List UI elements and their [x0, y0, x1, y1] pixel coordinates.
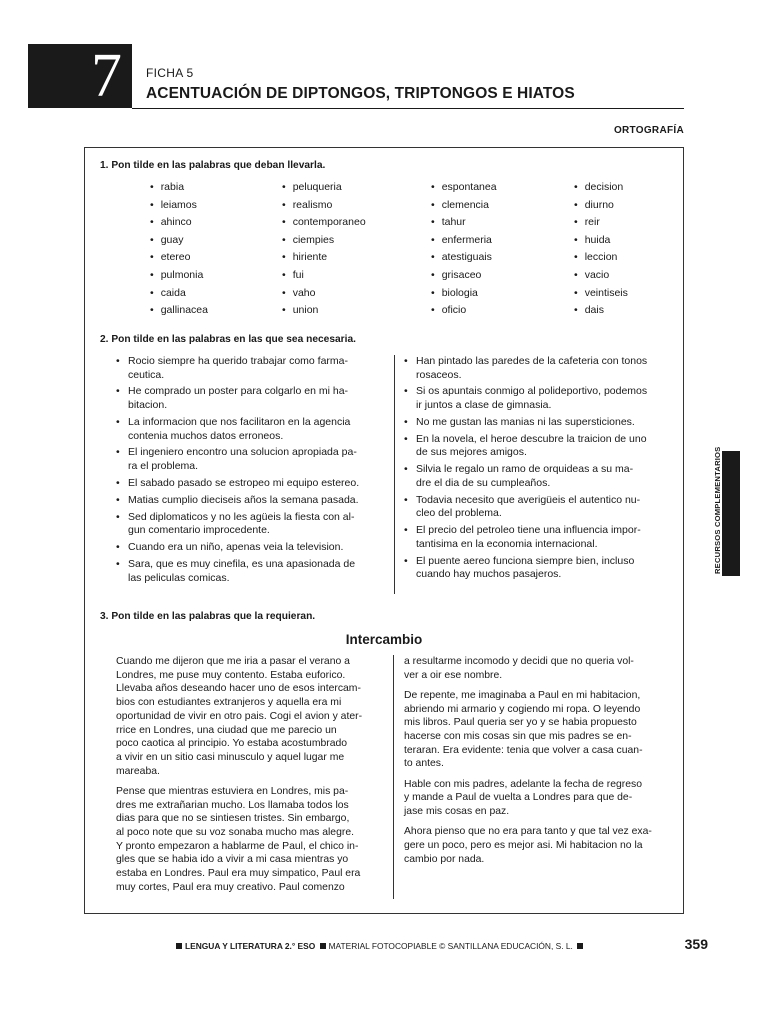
section-tag: ORTOGRAFÍA — [613, 125, 684, 136]
sentence-item: • En la novela, el heroe descubre la traicion de uno de sus mejores amigos. — [404, 433, 676, 460]
word-item: • veintiseis — [574, 285, 628, 303]
unit-number-box: 7 — [28, 44, 132, 108]
column-divider-q2 — [394, 355, 395, 594]
sentence-item: • Cuando era un niño, apenas veia la television. — [116, 541, 388, 555]
word-item: • gallinacea — [150, 302, 208, 320]
sentence-item: • El ingeniero encontro una solucion apropiada pa- ra el problema. — [116, 446, 388, 473]
column-divider-q3 — [393, 655, 394, 899]
word-item: • hiriente — [282, 249, 366, 267]
word-item: • oficio — [431, 302, 497, 320]
sentence-item: • Sed diplomaticos y no les agüeis la fiesta con al- gun comentario improcedente. — [116, 511, 388, 538]
ficha-label: FICHA 5 — [146, 66, 194, 80]
word-item: • realismo — [282, 197, 366, 215]
word-item: • ciempies — [282, 232, 366, 250]
word-item: • reir — [574, 214, 628, 232]
sentence-item: • El sabado pasado se estropeo mi equipo estereo. — [116, 477, 388, 491]
word-item: • leiamos — [150, 197, 208, 215]
word-column-4 — [574, 179, 628, 320]
side-tab — [722, 451, 740, 576]
sentence-item: • Han pintado las paredes de la cafeteria con tonos rosaceos. — [404, 355, 676, 382]
question-3-prompt: 3. Pon tilde en las palabras que la requieran. — [100, 611, 316, 622]
story-right-column — [404, 655, 674, 873]
word-item: • enfermeria — [431, 232, 497, 250]
sentence-item: • El precio del petroleo tiene una influencia impor- tantisima en la economia internacional. — [404, 524, 676, 551]
word-item: • atestiguais — [431, 249, 497, 267]
word-item: • union — [282, 302, 366, 320]
word-item: • vacio — [574, 267, 628, 285]
word-item: • contemporaneo — [282, 214, 366, 232]
story-paragraph: De repente, me imaginaba a Paul en mi habitacion, abriendo mi armario y cogiendo mi ropa. O leyendo mis libros. Paul queria ser yo y se habia propuesto hacerse con mis cosas sin que mis padres se en- teraran. Era evidente: tenia que volver a casa cuan- to antes. — [404, 689, 643, 770]
sentence-item: • La informacion que nos facilitaron en la agencia contenia muchos datos erroneos. — [116, 416, 388, 443]
question-1-prompt: 1. Pon tilde en las palabras que deban llevarla. — [100, 160, 326, 171]
story-paragraph: Ahora pienso que no era para tanto y que tal vez exa- gere un poco, pero es mejor asi. Mi habitacion no la cambio por nada. — [404, 826, 652, 865]
header-rule — [132, 108, 684, 109]
page-title: ACENTUACIÓN DE DIPTONGOS, TRIPTONGOS E HIATOS — [146, 85, 575, 102]
word-column-1 — [150, 179, 208, 320]
word-item: • caida — [150, 285, 208, 303]
word-item: • guay — [150, 232, 208, 250]
sentence-item: • No me gustan las manias ni las supersticiones. — [404, 416, 676, 430]
square-bullet-icon — [176, 943, 182, 949]
word-item: • rabia — [150, 179, 208, 197]
sentences-right — [404, 355, 676, 585]
word-column-3 — [431, 179, 497, 320]
sentences-left — [116, 355, 388, 589]
story-paragraph: a resultarme incomodo y decidi que no queria vol- ver a oir ese nombre. — [404, 656, 634, 681]
word-item: • peluqueria — [282, 179, 366, 197]
sentence-item: • Todavia necesito que averigüeis el autentico nu- cleo del problema. — [404, 494, 676, 521]
word-item: • ahinco — [150, 214, 208, 232]
sentence-item: • Matias cumplio dieciseis años la semana pasada. — [116, 494, 388, 508]
word-item: • espontanea — [431, 179, 497, 197]
word-item: • diurno — [574, 197, 628, 215]
sentence-item: • Si os apuntais conmigo al polideportivo, podemos ir juntos a clase de gimnasia. — [404, 385, 676, 412]
sentence-item: • Sara, que es muy cinefila, es una apasionada de las peliculas comicas. — [116, 558, 388, 585]
word-item: • etereo — [150, 249, 208, 267]
word-column-2 — [282, 179, 366, 320]
word-item: • dais — [574, 302, 628, 320]
word-item: • clemencia — [431, 197, 497, 215]
page-number: 359 — [684, 936, 708, 952]
story-paragraph: Cuando me dijeron que me iria a pasar el verano a Londres, me puse muy contento. Estaba euforico. Llevaba años deseando hacer uno de esos intercam- bios con estudiantes extranjeros y aquella era mi oportunidad de vivir en otro pais. Cogi el avion y ater- rrice en Londres, una ciudad que me parecio un poco caotica al principio. Yo estaba acostumbrado a vivir en un sitio casi minusculo y aquel lugar me mareaba. — [116, 656, 363, 777]
footer-book: LENGUA Y LITERATURA 2.° ESO — [185, 941, 316, 951]
sentence-item: • El puente aereo funciona siempre bien, incluso cuando hay muchos pasajeros. — [404, 555, 676, 582]
side-tab-label: RECURSOS COMPLEMENTARIOS — [713, 446, 722, 574]
footer-rights: MATERIAL FOTOCOPIABLE © SANTILLANA EDUCACIÓN, S. L. — [328, 941, 573, 951]
sentence-item: • Silvia le regalo un ramo de orquideas a su ma- dre el dia de su cumpleaños. — [404, 463, 676, 490]
word-item: • grisaceo — [431, 267, 497, 285]
word-item: • vaho — [282, 285, 366, 303]
word-item: • huida — [574, 232, 628, 250]
story-left-column — [116, 655, 392, 901]
word-item: • fui — [282, 267, 366, 285]
square-bullet-icon — [320, 943, 326, 949]
square-bullet-icon — [577, 943, 583, 949]
word-item: • pulmonia — [150, 267, 208, 285]
word-item: • leccion — [574, 249, 628, 267]
word-item: • tahur — [431, 214, 497, 232]
story-title: Intercambio — [345, 632, 423, 647]
word-item: • biologia — [431, 285, 497, 303]
story-paragraph: Pense que mientras estuviera en Londres, mis pa- dres me extrañarian mucho. Los llamaba todos los dias para que no se sintiesen tristes. Sin embargo, al poco note que su voz sonaba mucho mas alegre. Y pronto empezaron a hablarme de Paul, el chico in- gles que se habia ido a vivir a mi casa mientras yo estaba en Londres. Paul era muy simpatico, Paul era muy cortes, Paul era muy creativo. Paul comenzo — [116, 785, 361, 893]
word-item: • decision — [574, 179, 628, 197]
footer — [174, 941, 586, 951]
sentence-item: • He comprado un poster para colgarlo en mi ha- bitacion. — [116, 385, 388, 412]
story-paragraph: Hable con mis padres, adelante la fecha de regreso y mande a Paul de vuelta a Londres para que de- jase mis cosas en paz. — [404, 778, 642, 818]
question-2-prompt: 2. Pon tilde en las palabras en las que sea necesaria. — [100, 334, 356, 345]
sentence-item: • Rocio siempre ha querido trabajar como farma- ceutica. — [116, 355, 388, 382]
